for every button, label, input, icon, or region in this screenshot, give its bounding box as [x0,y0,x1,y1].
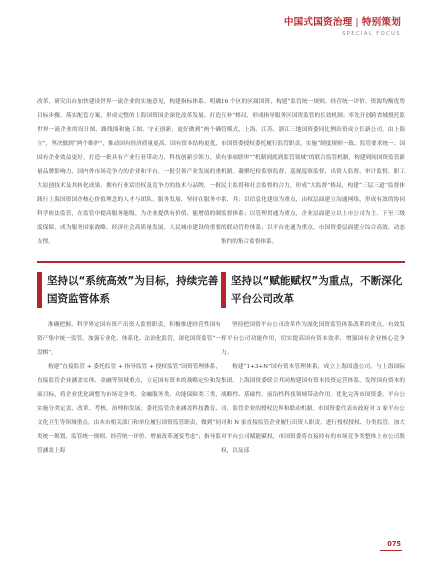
header-title [284,14,401,28]
left-paragraph-2: 准确把握、科学界定国有资产出资人监督职责，积极推进经营性国有资产集中统一监管，加强专业化、体系化、法治化监管，深化国资监管“一盘棋”。 [37,322,221,356]
page-number: 075 [387,540,401,548]
left-paragraph-3: 构建“直接监管 + 委托监管 + 指导监管 + 授权监管”国资管理体系，直接监管企业涵盖实体、金融等领域重点，立足国有资本的战略定位和发展目标，将企业优化调整为市场竞争类、金融服务类、功能保障类三类，实施分类定责、改革、考核、治理和发展；委托监管企业涵盖科技教育、文化卫生等领域重点，由本市相关部门和单位履行国资监管职责，做到“同类统一规划、监管统一规则、经营统一评价、增量改革递变考虑”；指导监管涵盖上海 [37,364,221,454]
right-paragraph-2: 坚持把国资平台公司改革作为深化国资监管体系改革的重点，有效发挥平台公司功能作用，切实提高国有资本效率，增强国有企业核心竞争力。 [221,322,405,356]
right-paragraph-3: 构建“1+3+N”国有资本管理体系，成立上海国盛公司，与上海国际集团、上海国资委联合其同构建国有资本投资运营体系，发挥国有资本的战略性、基础性、前沿性科技领域带动作用。优化完善市国资委、平台公司、监管企业的授权边界和联动机制，市国资委代表市政府对 3 家平台公司和 N 家直接监管企业履行出资人职责，进行授权授权、分类监管，加大对平台公司赋能赋权，市国资委将直接持有的市场竞争类整体上市公司股权，以及部 [221,364,405,454]
page-header [284,14,401,37]
right-heading-text: 坚持以“赋能赋权”为重点，不断深化平台公司改革 [231,275,403,305]
right-column [221,95,405,458]
magazine-name: 中国式国资治理 [283,17,353,28]
left-paragraph-1: 改革，研究出台加快建设世界一流企业的实施意见，构建指标体系、明确目标步骤、落实配套方案，形成完整的上海国资国企深化改革发展、打造世界一流企业的设计图、路线图和施工图。守正创新，更好做到“两个确立”，坚决做到“两个维护”，推动国有经济质量更高、国有资本结构更优、国有企业效益更好，打造一批具有产业行业带动力、科技创新引领力、质量品牌影响力、国内外市场竞争力的企业和平台，一批引领产业发展的重大原创技术及其转化成果、拥有行业话语权及竞争力的技术与品牌，一批践行上海国资国企核心价值理念的人才与团队，服务发展、坚持在服务中科学依法监管，在监管中提高服务能级。为企业提供有价值、能增值的制度保障，成为服务国家战略、经济社会高质量发展、人民城市建设的重要支撑。 [37,99,221,245]
section-name: 特别策划 [361,17,401,28]
left-section-heading [37,261,221,308]
heading-marker [37,272,42,308]
right-paragraph-1: 16 个区的区属国资，构建“监管统一规则、经营统一评价、资源均衡优势互补”格局，形成指导服务区国资监管的长效机制；率先开创跨省域授托监管模式，上海、江苏、浙江三地国资委同比例出资成立长新公司，由上海市国资委授权委托履行监管职责，实施“制度规则一致、监管要求统一、国有事项联审”“机制到底到监管领域”的联合监管机制，构建到间国资监管新机制。凝聚纪检监察监督、巡视巡察监督、出资人监督、审计监督、职工民主监督和社会监督的合力，形成“大监督”格局，构建“三层三道”监督体系，其：以信息化建设为重点，由权层面建立沟通网络，形成有效的协同监督体系；以管理贯通为重点，企业层面建立以上市公司为主、下至三级的联动管控体系；以平台连通为重点，市国资委层面建立综合高效、动态集约的集合监督体系。 [221,99,405,245]
left-column [37,95,221,458]
section-name-en: SPECIAL FOCUS [342,31,401,37]
right-section-heading [221,261,405,308]
heading-marker [221,272,226,308]
left-heading-text: 坚持以“系统高效”为目标，持续完善国资监管体系 [47,275,219,305]
page-number-rule [380,550,402,551]
header-separator: | [355,17,359,28]
